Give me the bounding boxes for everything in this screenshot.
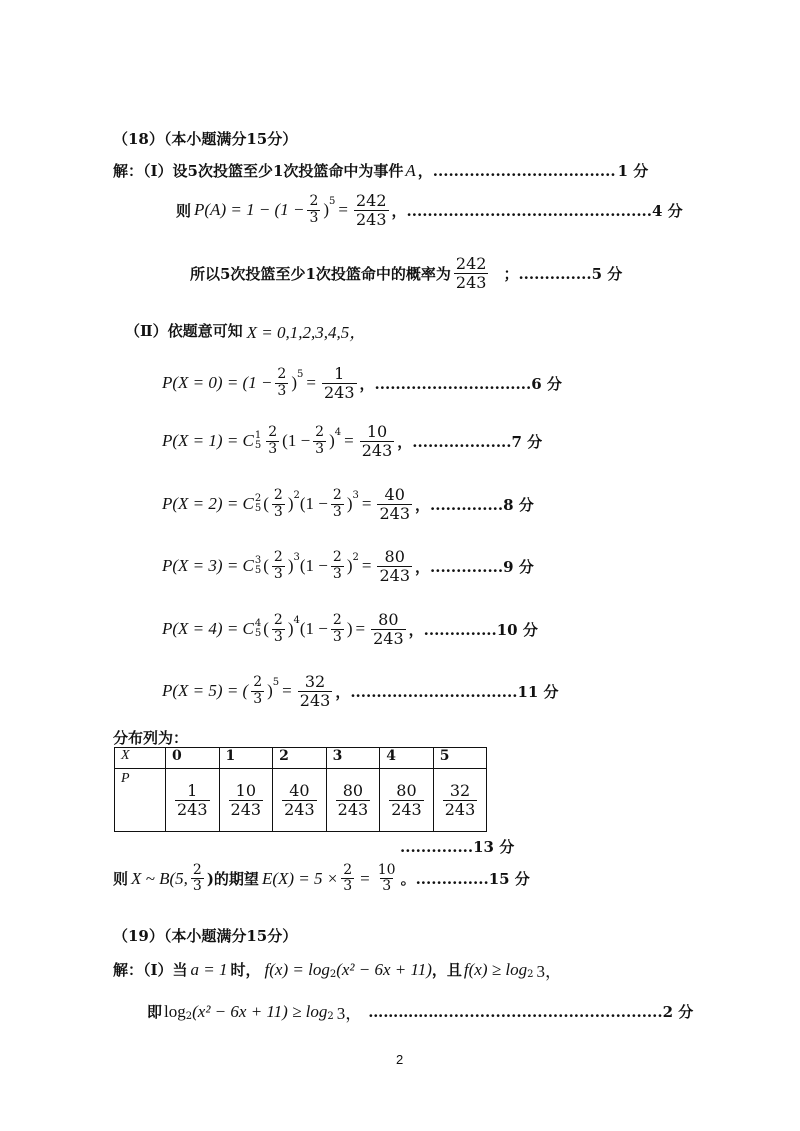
table-cell: $\frac{1}{243}$ — [166, 769, 220, 832]
q19-score-2: 2 分 — [662, 1003, 694, 1021]
table-header-x: X — [115, 748, 166, 769]
dist-label: 分布列为： — [113, 729, 189, 747]
prob-0-result: $\frac{1}{243}$ — [323, 364, 355, 402]
table-cell: $\frac{10}{243}$ — [219, 769, 273, 832]
table-row-label: P — [115, 769, 166, 832]
q18-score-10: 10 分 — [496, 620, 538, 639]
table-cell: $\frac{80}{243}$ — [380, 769, 434, 832]
q18-score-1: 1 分 — [617, 162, 649, 180]
q19-header: （19）（本小题满分15分） — [113, 927, 298, 945]
table-header-cell: 2 — [273, 748, 327, 769]
q18-pa-frac2: $\frac{242}{243}$ — [356, 191, 387, 229]
table-cell: $\frac{80}{243}$ — [326, 769, 380, 832]
q18-score-9: 9 分 — [503, 557, 534, 576]
q18-pa-frac1: $\frac{2}{3}$ — [309, 193, 319, 226]
q18-part1-prefix: 解：（Ⅰ）设5次投篮至少1次投篮命中为事件 — [113, 162, 404, 180]
page-number: 2 — [396, 1052, 404, 1067]
table-header-cell: 5 — [433, 748, 487, 769]
q18-event: A — [405, 160, 416, 180]
table-header-cell: 3 — [326, 748, 380, 769]
q18-score-4: 4 分 — [652, 201, 683, 220]
q18-pa-dots: ，............................................... — [391, 201, 652, 220]
prob-3-result: $\frac{80}{243}$ — [379, 547, 410, 585]
q18-pa-lead: 则 — [176, 201, 192, 220]
q18-pa-line: 则 P(A) = 1 − (1 − $\frac{2}{3}$ ) $^5$ = $\frac{242}{243}$ ，............................................... 4 分 — [176, 191, 683, 229]
q18-part1-dots: ，................................... — [417, 162, 616, 180]
q18-score-8: 8 分 — [503, 495, 534, 514]
table-cell: $\frac{40}{243}$ — [273, 769, 327, 832]
q18-score-7: 7 分 — [511, 432, 543, 451]
q18-score-5: 5 分 — [591, 264, 623, 283]
table-header-cell: 1 — [219, 748, 273, 769]
q18-part2-expr: X = 0,1,2,3,4,5， — [246, 323, 367, 342]
q18-conclusion-line — [190, 255, 622, 291]
q18-pa-lhs: P(A) = 1 − (1 − — [194, 200, 305, 220]
q18-header: （18）（本小题满分15分） — [113, 130, 298, 148]
prob-4-result: $\frac{80}{243}$ — [373, 610, 404, 648]
prob-line-4: P(X = 4) = C 4 5 ( $\frac{2}{3}$ ) $^4$ (1 − $\frac{2}{3}$ ) = $\frac{80}{243}$ ，.............. 10 分 — [162, 610, 538, 648]
table-header-cell: 4 — [380, 748, 434, 769]
prob-line-1: P(X = 1) = C 1 5 $\frac{2}{3}$ (1 − $\frac{2}{3}$ ) $^4$ = $\frac{10}{243}$ ，................... 7 分 — [162, 422, 543, 460]
q18-conclusion-text: 所以5次投篮至少1次投篮命中的概率为 — [190, 264, 451, 283]
distribution-table — [114, 747, 487, 832]
q19-line2: 即 log $_2$ (x² − 6x + 11) ≥ log $_2$ 3， …………….......................................... 2 分 — [147, 1001, 694, 1023]
prob-line-0: P(X = 0) = (1 − $\frac{2}{3}$ ) $^5$ = $\frac{1}{243}$ ，.............................. 6 分 — [162, 364, 562, 402]
table-prob-row — [115, 769, 487, 832]
q18-score-11: 11 分 — [517, 682, 559, 701]
table-cell: $\frac{32}{243}$ — [433, 769, 487, 832]
expectation-line: 则 X ~ B(5, $\frac{2}{3}$ )的期望 E(X) = 5 × $\frac{2}{3}$ = $\frac{10}{3}$ 。.............. 15 分 — [113, 862, 530, 895]
q18-conclusion-frac: $\frac{242}{243}$ — [455, 254, 487, 292]
prob-2-result: $\frac{40}{243}$ — [379, 485, 410, 523]
q18-score-15: 15 分 — [488, 870, 530, 889]
q18-score-6: 6 分 — [531, 374, 562, 393]
prob-5-result: $\frac{32}{243}$ — [299, 672, 331, 710]
table-header-row — [115, 748, 487, 769]
q18-part2-line — [125, 318, 366, 343]
table-header-cell: 0 — [166, 748, 220, 769]
prob-line-2: P(X = 2) = C 2 5 ( $\frac{2}{3}$ ) $^2$ (1 − $\frac{2}{3}$ ) $^3$ = $\frac{40}{243}$ ，.............. 8 分 — [162, 485, 534, 523]
q19-line1: 解：（I）当 a = 1 时， f(x) = log $_2$ (x² − 6x + 11) ，且 f(x) ≥ log $_2$ 3， — [113, 959, 562, 981]
q18-part1-line — [113, 160, 648, 181]
prob-line-3: P(X = 3) = C 3 5 ( $\frac{2}{3}$ ) $^3$ (1 − $\frac{2}{3}$ ) $^2$ = $\frac{80}{243}$ ，.............. 9 分 — [162, 547, 534, 585]
q18-score-13: ..............13 分 — [400, 838, 515, 856]
prob-line-5: P(X = 5) = ( $\frac{2}{3}$ ) $^5$ = $\frac{32}{243}$ ，................................ 11 分 — [162, 672, 559, 710]
prob-1-result: $\frac{10}{243}$ — [361, 422, 393, 460]
q18-conclusion-dots: ；.............. — [503, 264, 592, 283]
q18-part2-prefix: （Ⅱ）依题意可知 — [125, 322, 243, 340]
